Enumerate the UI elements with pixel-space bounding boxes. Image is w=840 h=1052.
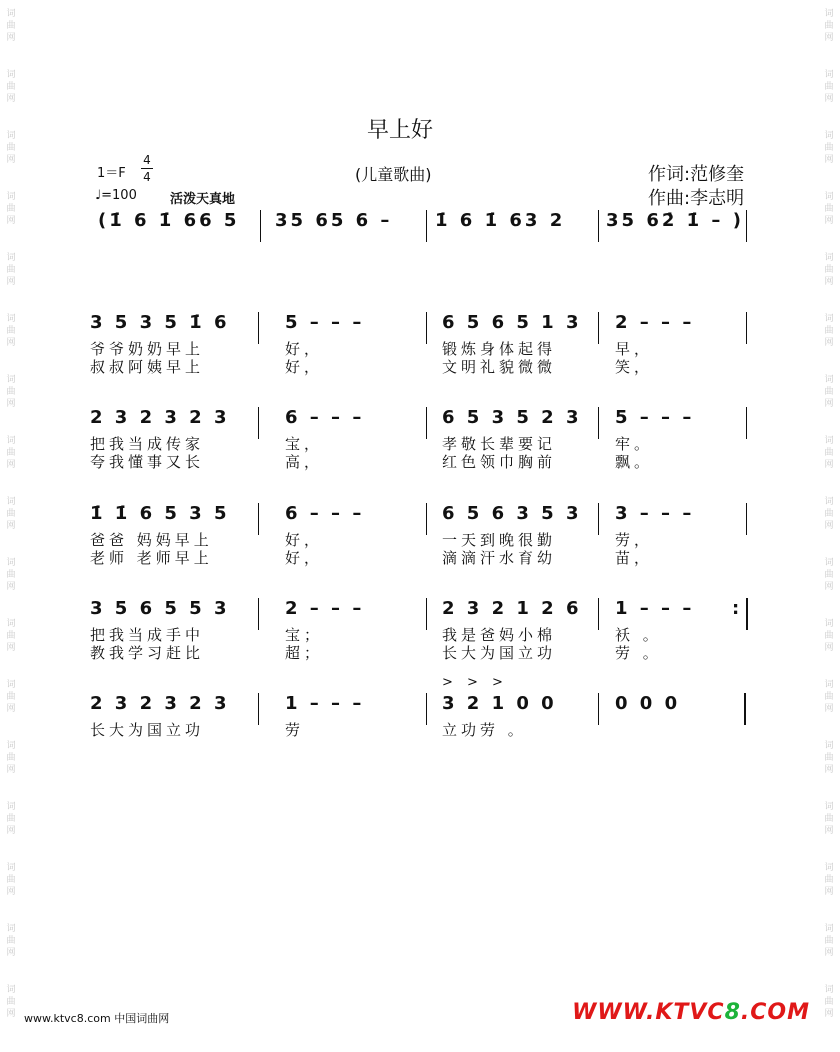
notes-measure: 3 – – – <box>615 503 695 524</box>
time-signature-bottom: 4 <box>141 168 153 185</box>
lyric-verse-2: 笑， <box>615 358 654 376</box>
watermark-text: 词 曲 网 <box>824 619 834 653</box>
notes-measure: 6 5 6 5 1 3 <box>442 312 582 333</box>
footer-logo-accent: 8 <box>724 1000 741 1025</box>
bar-line <box>258 407 259 439</box>
lyric-verse-1: 劳 <box>285 721 305 739</box>
lyric-verse-2: 劳 。 <box>615 644 662 662</box>
lyric-verse-2: 文明礼貌微微 <box>442 358 557 376</box>
intro-measure-4: 35 62̇ 1̇ – ) <box>606 210 744 231</box>
bar-line <box>426 598 427 630</box>
score-line <box>90 598 750 682</box>
key-signature: 1＝F <box>97 166 126 181</box>
accent-marks: > > > <box>442 675 508 690</box>
bar-line <box>426 503 427 535</box>
lyric-verse-2: 老师 老师早上 <box>90 549 213 567</box>
lyric-verse-2: 红色领巾胸前 <box>442 453 557 471</box>
notes-measure: 1 – – – <box>615 598 695 619</box>
notes-measure: 6 – – – <box>285 407 365 428</box>
watermark-text: 词 曲 网 <box>824 436 834 470</box>
watermark-text: 词 曲 网 <box>6 70 16 104</box>
watermark-text: 词 曲 网 <box>6 9 16 43</box>
watermark-text: 词 曲 网 <box>824 741 834 775</box>
lyric-verse-1: 宝， <box>285 435 324 453</box>
bar-line <box>598 503 599 535</box>
score-line <box>90 503 750 587</box>
watermark-text: 词 曲 网 <box>6 619 16 653</box>
bar-line <box>746 503 747 535</box>
intro-measure-1: (1̇ 6 1̇ 66 5 <box>98 210 240 231</box>
notes-measure: 6 – – – <box>285 503 365 524</box>
footer-site-text: www.ktvc8.com 中国词曲网 <box>24 1012 170 1025</box>
lyric-verse-2: 教我学习赶比 <box>90 644 205 662</box>
lyric-verse-2: 好， <box>285 549 324 567</box>
bar-line <box>258 503 259 535</box>
notes-measure: 2 – – – <box>285 598 365 619</box>
footer-logo <box>572 1000 810 1025</box>
lyric-verse-1: 宝； <box>285 626 324 644</box>
bar-line <box>426 312 427 344</box>
final-barline <box>744 693 746 725</box>
genre-label: (儿童歌曲) <box>355 165 432 184</box>
bar-line <box>598 407 599 439</box>
lyric-verse-2: 苗， <box>615 549 654 567</box>
watermark-text: 词 曲 网 <box>6 497 16 531</box>
lyric-verse-2: 长大为国立功 <box>442 644 557 662</box>
lyric-verse-1: 立功劳 。 <box>442 721 527 739</box>
time-signature <box>141 152 153 185</box>
watermark-text: 词 曲 网 <box>824 558 834 592</box>
watermark-text: 词 曲 网 <box>824 985 834 1019</box>
notes-measure: 3 5 6 5 5 3 <box>90 598 230 619</box>
watermark-text: 词 曲 网 <box>824 253 834 287</box>
watermark-text: 词 曲 网 <box>6 680 16 714</box>
bar-line <box>746 407 747 439</box>
notes-measure: 2 3 2 1 2 6 <box>442 598 582 619</box>
lyric-verse-2: 飘。 <box>615 453 654 471</box>
lyric-verse-1: 长大为国立功 <box>90 721 205 739</box>
watermark-text: 词 曲 网 <box>6 802 16 836</box>
watermark-text: 词 曲 网 <box>824 375 834 409</box>
watermark-text: 词 曲 网 <box>824 70 834 104</box>
footer-logo-main: WWW.KTVC <box>572 1000 725 1025</box>
lyric-verse-1: 袄 。 <box>615 626 662 644</box>
lyric-verse-2: 夸我懂事又长 <box>90 453 205 471</box>
lyric-verse-1: 一天到晚很勤 <box>442 531 557 549</box>
notes-measure: 2 – – – <box>615 312 695 333</box>
lyric-verse-2: 高， <box>285 453 324 471</box>
watermark-text: 词 曲 网 <box>6 192 16 226</box>
lyricist-credit: 作词:范修奎 <box>648 164 745 185</box>
notes-measure: 2 3 2 3 2 3 <box>90 693 230 714</box>
watermark-text: 词 曲 网 <box>824 314 834 348</box>
lyric-verse-2: 好， <box>285 358 324 376</box>
bar-line <box>746 210 747 242</box>
bar-line <box>598 598 599 630</box>
watermark-text: 词 曲 网 <box>824 863 834 897</box>
watermark-text: 词 曲 网 <box>6 375 16 409</box>
lyric-verse-1: 劳， <box>615 531 654 549</box>
watermark-text: 词 曲 网 <box>6 741 16 775</box>
expression-marking: 活泼天真地 <box>170 192 236 207</box>
bar-line <box>258 312 259 344</box>
lyric-verse-1: 锻炼身体起得 <box>442 340 557 358</box>
song-title: 早上好 <box>366 118 433 143</box>
bar-line <box>260 210 261 242</box>
notes-measure: 3 5 3 5 1̇ 6 <box>90 312 230 333</box>
score-line <box>90 312 750 396</box>
bar-line <box>598 210 599 242</box>
lyric-verse-1: 爷爷奶奶早上 <box>90 340 205 358</box>
score-line <box>90 675 750 777</box>
lyric-verse-1: 我是爸妈小棉 <box>442 626 557 644</box>
notes-measure: 5 – – – <box>285 312 365 333</box>
lyric-verse-2: 滴滴汗水育幼 <box>442 549 557 567</box>
watermark-text: 词 曲 网 <box>824 192 834 226</box>
watermark-text: 词 曲 网 <box>6 436 16 470</box>
bar-line <box>746 312 747 344</box>
notes-measure: 5 – – – <box>615 407 695 428</box>
lyric-verse-1: 把我当成手中 <box>90 626 205 644</box>
watermark-text: 词 曲 网 <box>824 9 834 43</box>
watermark-text: 词 曲 网 <box>6 131 16 165</box>
time-signature-top: 4 <box>143 153 151 167</box>
intro-measure-2: 35 65 6 – <box>275 210 393 231</box>
intro-measure-3: 1̇ 6 1̇ 63 2 <box>435 210 566 231</box>
repeat-dots: : <box>732 598 740 619</box>
bar-line <box>258 693 259 725</box>
score-line <box>90 407 750 491</box>
watermark-text: 词 曲 网 <box>6 924 16 958</box>
bar-line <box>598 312 599 344</box>
composer-credit: 作曲:李志明 <box>648 188 745 209</box>
lyric-verse-1: 牢。 <box>615 435 654 453</box>
watermark-text: 词 曲 网 <box>824 497 834 531</box>
lyric-verse-1: 孝敬长辈要记 <box>442 435 557 453</box>
bar-line <box>598 693 599 725</box>
lyric-verse-2: 超； <box>285 644 324 662</box>
watermark-text: 词 曲 网 <box>824 680 834 714</box>
repeat-end-barline <box>746 598 748 630</box>
lyric-verse-1: 爸爸 妈妈早上 <box>90 531 213 549</box>
lyric-verse-2: 叔叔阿姨早上 <box>90 358 205 376</box>
watermark-text: 词 曲 网 <box>824 131 834 165</box>
footer-logo-tail: .COM <box>740 1000 810 1025</box>
notes-measure: 1̇ 1̇ 6 5 3 5 <box>90 503 230 524</box>
watermark-text: 词 曲 网 <box>6 314 16 348</box>
watermark-text: 词 曲 网 <box>824 924 834 958</box>
watermark-text: 词 曲 网 <box>6 985 16 1019</box>
notes-measure: 2 3 2 3 2 3 <box>90 407 230 428</box>
tempo-marking: ♩=100 <box>95 188 137 203</box>
notes-measure: 6 5 3 5 2 3 <box>442 407 582 428</box>
watermark-text: 词 曲 网 <box>6 253 16 287</box>
watermark-text: 词 曲 网 <box>824 802 834 836</box>
lyric-verse-1: 好， <box>285 531 324 549</box>
lyric-verse-1: 早， <box>615 340 654 358</box>
notes-measure: 1 – – – <box>285 693 365 714</box>
notes-measure: 0 0 0 <box>615 693 681 714</box>
lyric-verse-1: 好， <box>285 340 324 358</box>
bar-line <box>258 598 259 630</box>
bar-line <box>426 210 427 242</box>
intro-line <box>90 210 750 294</box>
lyric-verse-1: 把我当成传家 <box>90 435 205 453</box>
bar-line <box>426 693 427 725</box>
bar-line <box>426 407 427 439</box>
notes-measure: 6 5 6 3 5 3 <box>442 503 582 524</box>
notes-measure: 3 2 1 0 0 <box>442 693 557 714</box>
watermark-text: 词 曲 网 <box>6 558 16 592</box>
watermark-text: 词 曲 网 <box>6 863 16 897</box>
